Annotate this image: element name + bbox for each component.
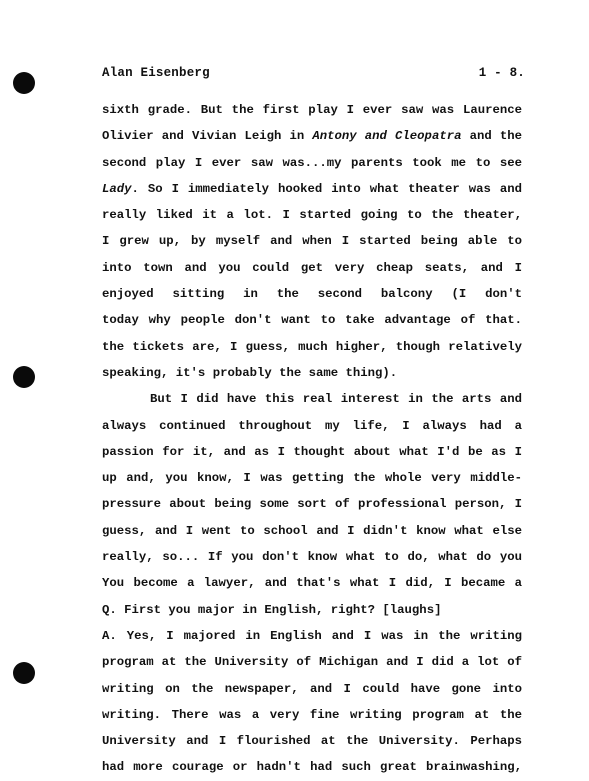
text-segment: had more courage or hadn't had such great brainwashing, — [102, 760, 522, 775]
text-segment: always continued throughout my life, I always had a — [102, 418, 522, 433]
text-line — [102, 281, 522, 307]
interviewee-name: Alan Eisenberg — [102, 66, 210, 80]
text-segment: program at the University of Michigan and I did a lot of — [102, 655, 522, 670]
text-line — [102, 570, 522, 596]
text-line — [102, 413, 522, 439]
text-segment: really liked it a lot. I started going to the theater, — [102, 208, 522, 223]
play-title: Lady — [102, 181, 132, 196]
text-segment: enjoyed sitting in the second balcony (I don't — [102, 287, 522, 302]
text-line — [102, 97, 522, 123]
text-segment: I grew up, by myself and when I started being able to — [102, 234, 522, 249]
answer-line — [102, 623, 522, 649]
text-line — [102, 386, 522, 412]
text-segment: the tickets are, I guess, much higher, though relatively — [102, 339, 522, 354]
text-line — [102, 307, 522, 333]
text-line — [102, 754, 522, 780]
text-segment: writing. There was a very fine writing program at the — [102, 707, 522, 722]
text-segment: sixth grade. But the first play I ever saw was Laurence — [102, 103, 522, 117]
text-line — [102, 544, 522, 570]
text-line — [102, 439, 522, 465]
text-segment: today why people don't want to take advantage of that. — [102, 313, 522, 328]
text-segment: But I did have this real interest in the arts and — [150, 392, 522, 407]
binder-hole — [13, 662, 35, 684]
text-segment: Olivier and Vivian Leigh in — [102, 129, 313, 144]
text-segment: passion for it, and as I thought about what I'd be as I — [102, 444, 522, 459]
text-segment: guess, and I went to school and I didn't know what else — [102, 523, 522, 538]
text-segment: into town and you could get very cheap seats, and I — [102, 260, 522, 275]
text-line — [102, 202, 522, 228]
text-line — [102, 465, 522, 491]
text-line — [102, 228, 522, 254]
question-line — [102, 597, 522, 623]
text-segment: . So I immediately hooked into what theater was and — [131, 181, 522, 196]
text-segment: writing on the newspaper, and I could have gone into — [102, 681, 522, 696]
text-line — [102, 702, 522, 728]
text-line — [102, 676, 522, 702]
binder-hole — [13, 72, 35, 94]
text-line — [102, 150, 522, 176]
text-segment: speaking, it's probably the same thing). — [102, 365, 398, 380]
text-line — [102, 360, 522, 386]
text-line — [102, 728, 522, 754]
text-segment: up and, you know, I was getting the whole very middle- — [102, 471, 522, 486]
play-title: Antony and Cleopatra — [312, 129, 462, 144]
text-line — [102, 491, 522, 517]
text-line — [102, 123, 522, 149]
binder-hole — [13, 366, 35, 388]
text-line — [102, 255, 522, 281]
text-segment: Q. First you major in English, right? [laughs] — [102, 602, 442, 617]
text-segment: and the — [461, 129, 522, 144]
text-line — [102, 334, 522, 360]
text-segment: University and I flourished at the University. Perhaps — [102, 734, 522, 749]
page-number: 1 - 8. — [478, 66, 525, 80]
text-segment: really, so... If you don't know what to do, what do you — [102, 550, 522, 565]
text-line — [102, 176, 522, 202]
text-segment: pressure about being some sort of professional person, I — [102, 497, 522, 512]
text-segment: second play I ever saw was...my parents took me to see — [102, 155, 522, 170]
transcript-body — [102, 97, 522, 781]
text-line — [102, 518, 522, 544]
text-segment: You become a lawyer, and that's what I did, I became a — [102, 576, 522, 591]
text-segment: A. Yes, I majored in English and I was in the writing — [102, 628, 522, 643]
text-line — [102, 649, 522, 675]
